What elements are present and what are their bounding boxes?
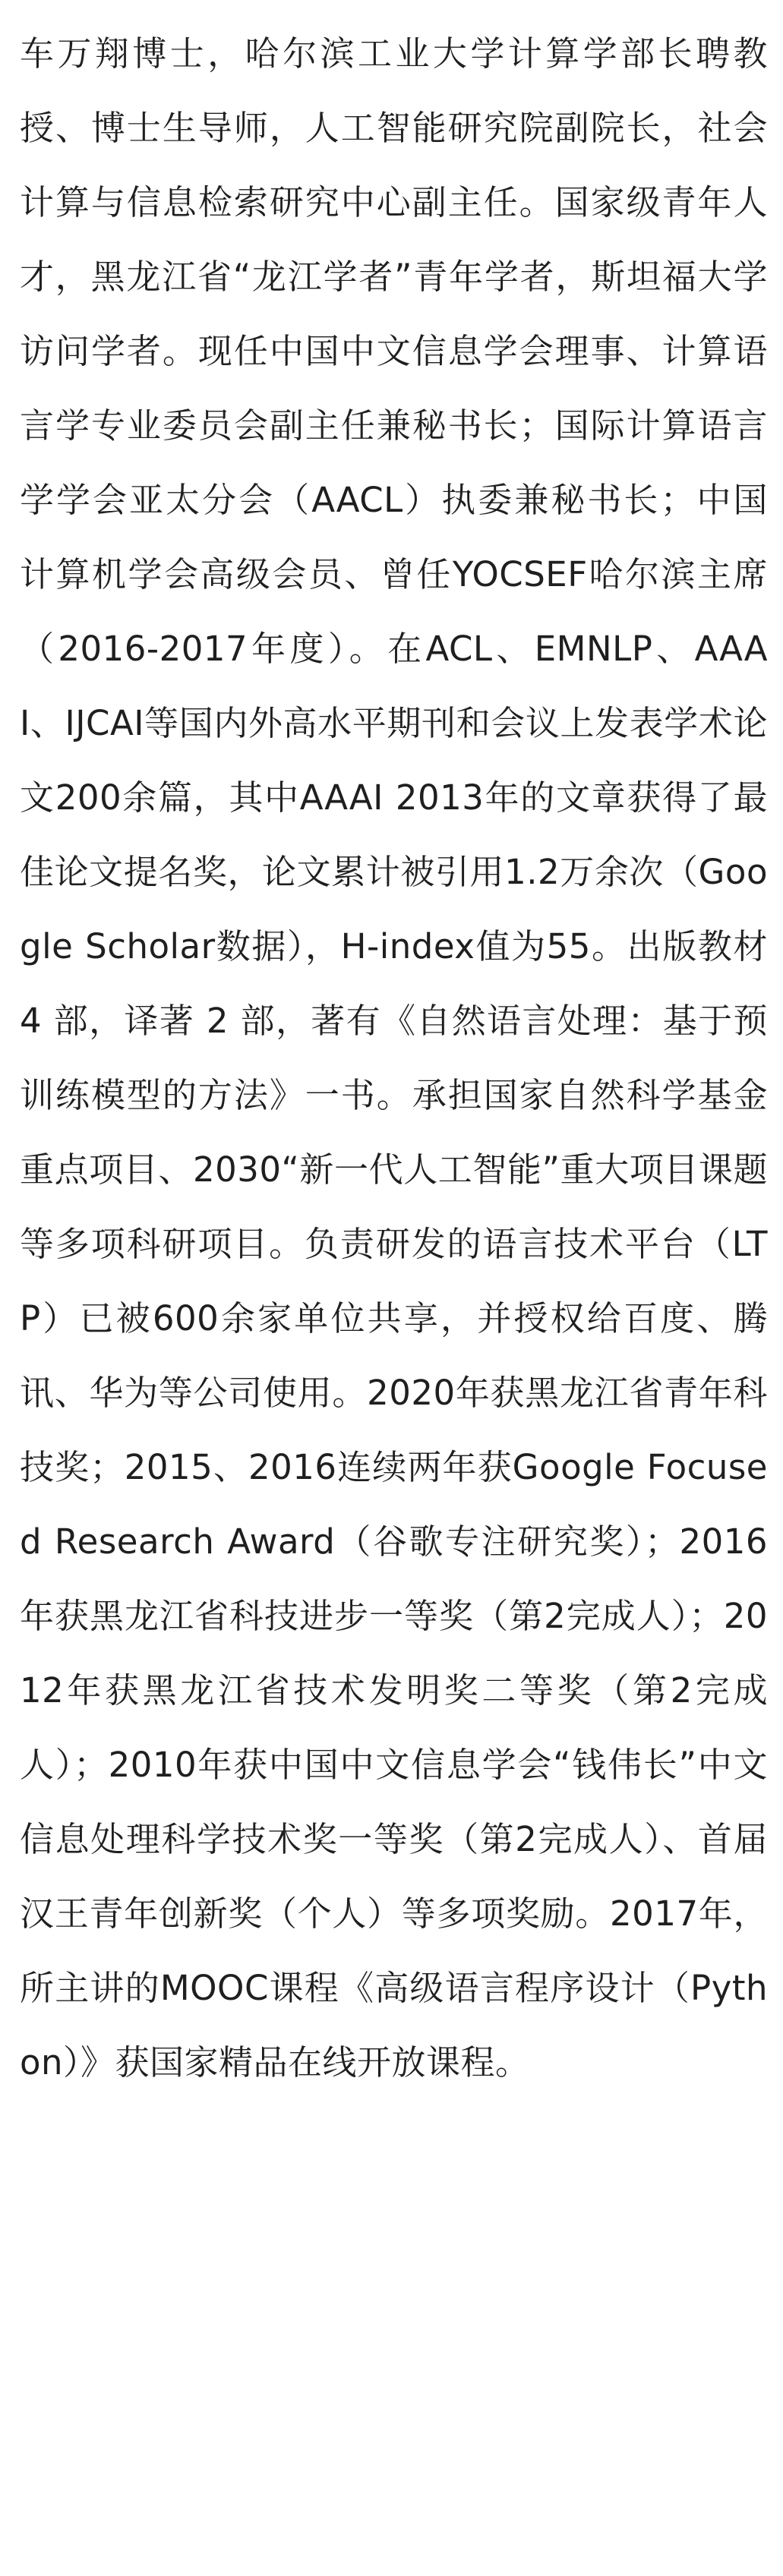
bio-paragraph: 车万翔博士，哈尔滨工业大学计算学部长聘教授、博士生导师，人工智能研究院副院长，社会计算与信息检索研究中心副主任。国家级青年人才，黑龙江省“龙江学者”青年学者，斯坦福大学访问学者。现任中国中文信息学会理事、计算语言学专业委员会副主任兼秘书长；国际计算语言学学会亚太分会（AACL）执委兼秘书长；中国计算机学会高级会员、曾任YOCSEF哈尔滨主席（2016-2017年度）。在ACL、EMNLP、AAAI、IJCAI等国内外高水平期刊和会议上发表学术论文200余篇，其中AAAI 2013年的文章获得了最佳论文提名奖，论文累计被引用1.2万余次（Google Scholar数据），H-index值为55。出版教材 4 部，译著 2 部，著有《自然语言处理：基于预训练模型的方法》一书。承担国家自然科学基金重点项目、2030“新一代人工智能”重大项目课题等多项科研项目。负责研发的语言技术平台（LTP）已被600余家单位共享，并授权给百度、腾讯、华为等公司使用。2020年获黑龙江省青年科技奖；2015、2016连续两年获Google Focused Research Award（谷歌专注研究奖）；2016年获黑龙江省科技进步一等奖（第2完成人）；2012年获黑龙江省技术发明奖二等奖（第2完成人）；2010年获中国中文信息学会“钱伟长”中文信息处理科学技术奖一等奖（第2完成人）、首届汉王青年创新奖（个人）等多项奖励。2017年，所主讲的MOOC课程《高级语言程序设计（Python）》获国家精品在线开放课程。	[20, 33, 768, 2083]
